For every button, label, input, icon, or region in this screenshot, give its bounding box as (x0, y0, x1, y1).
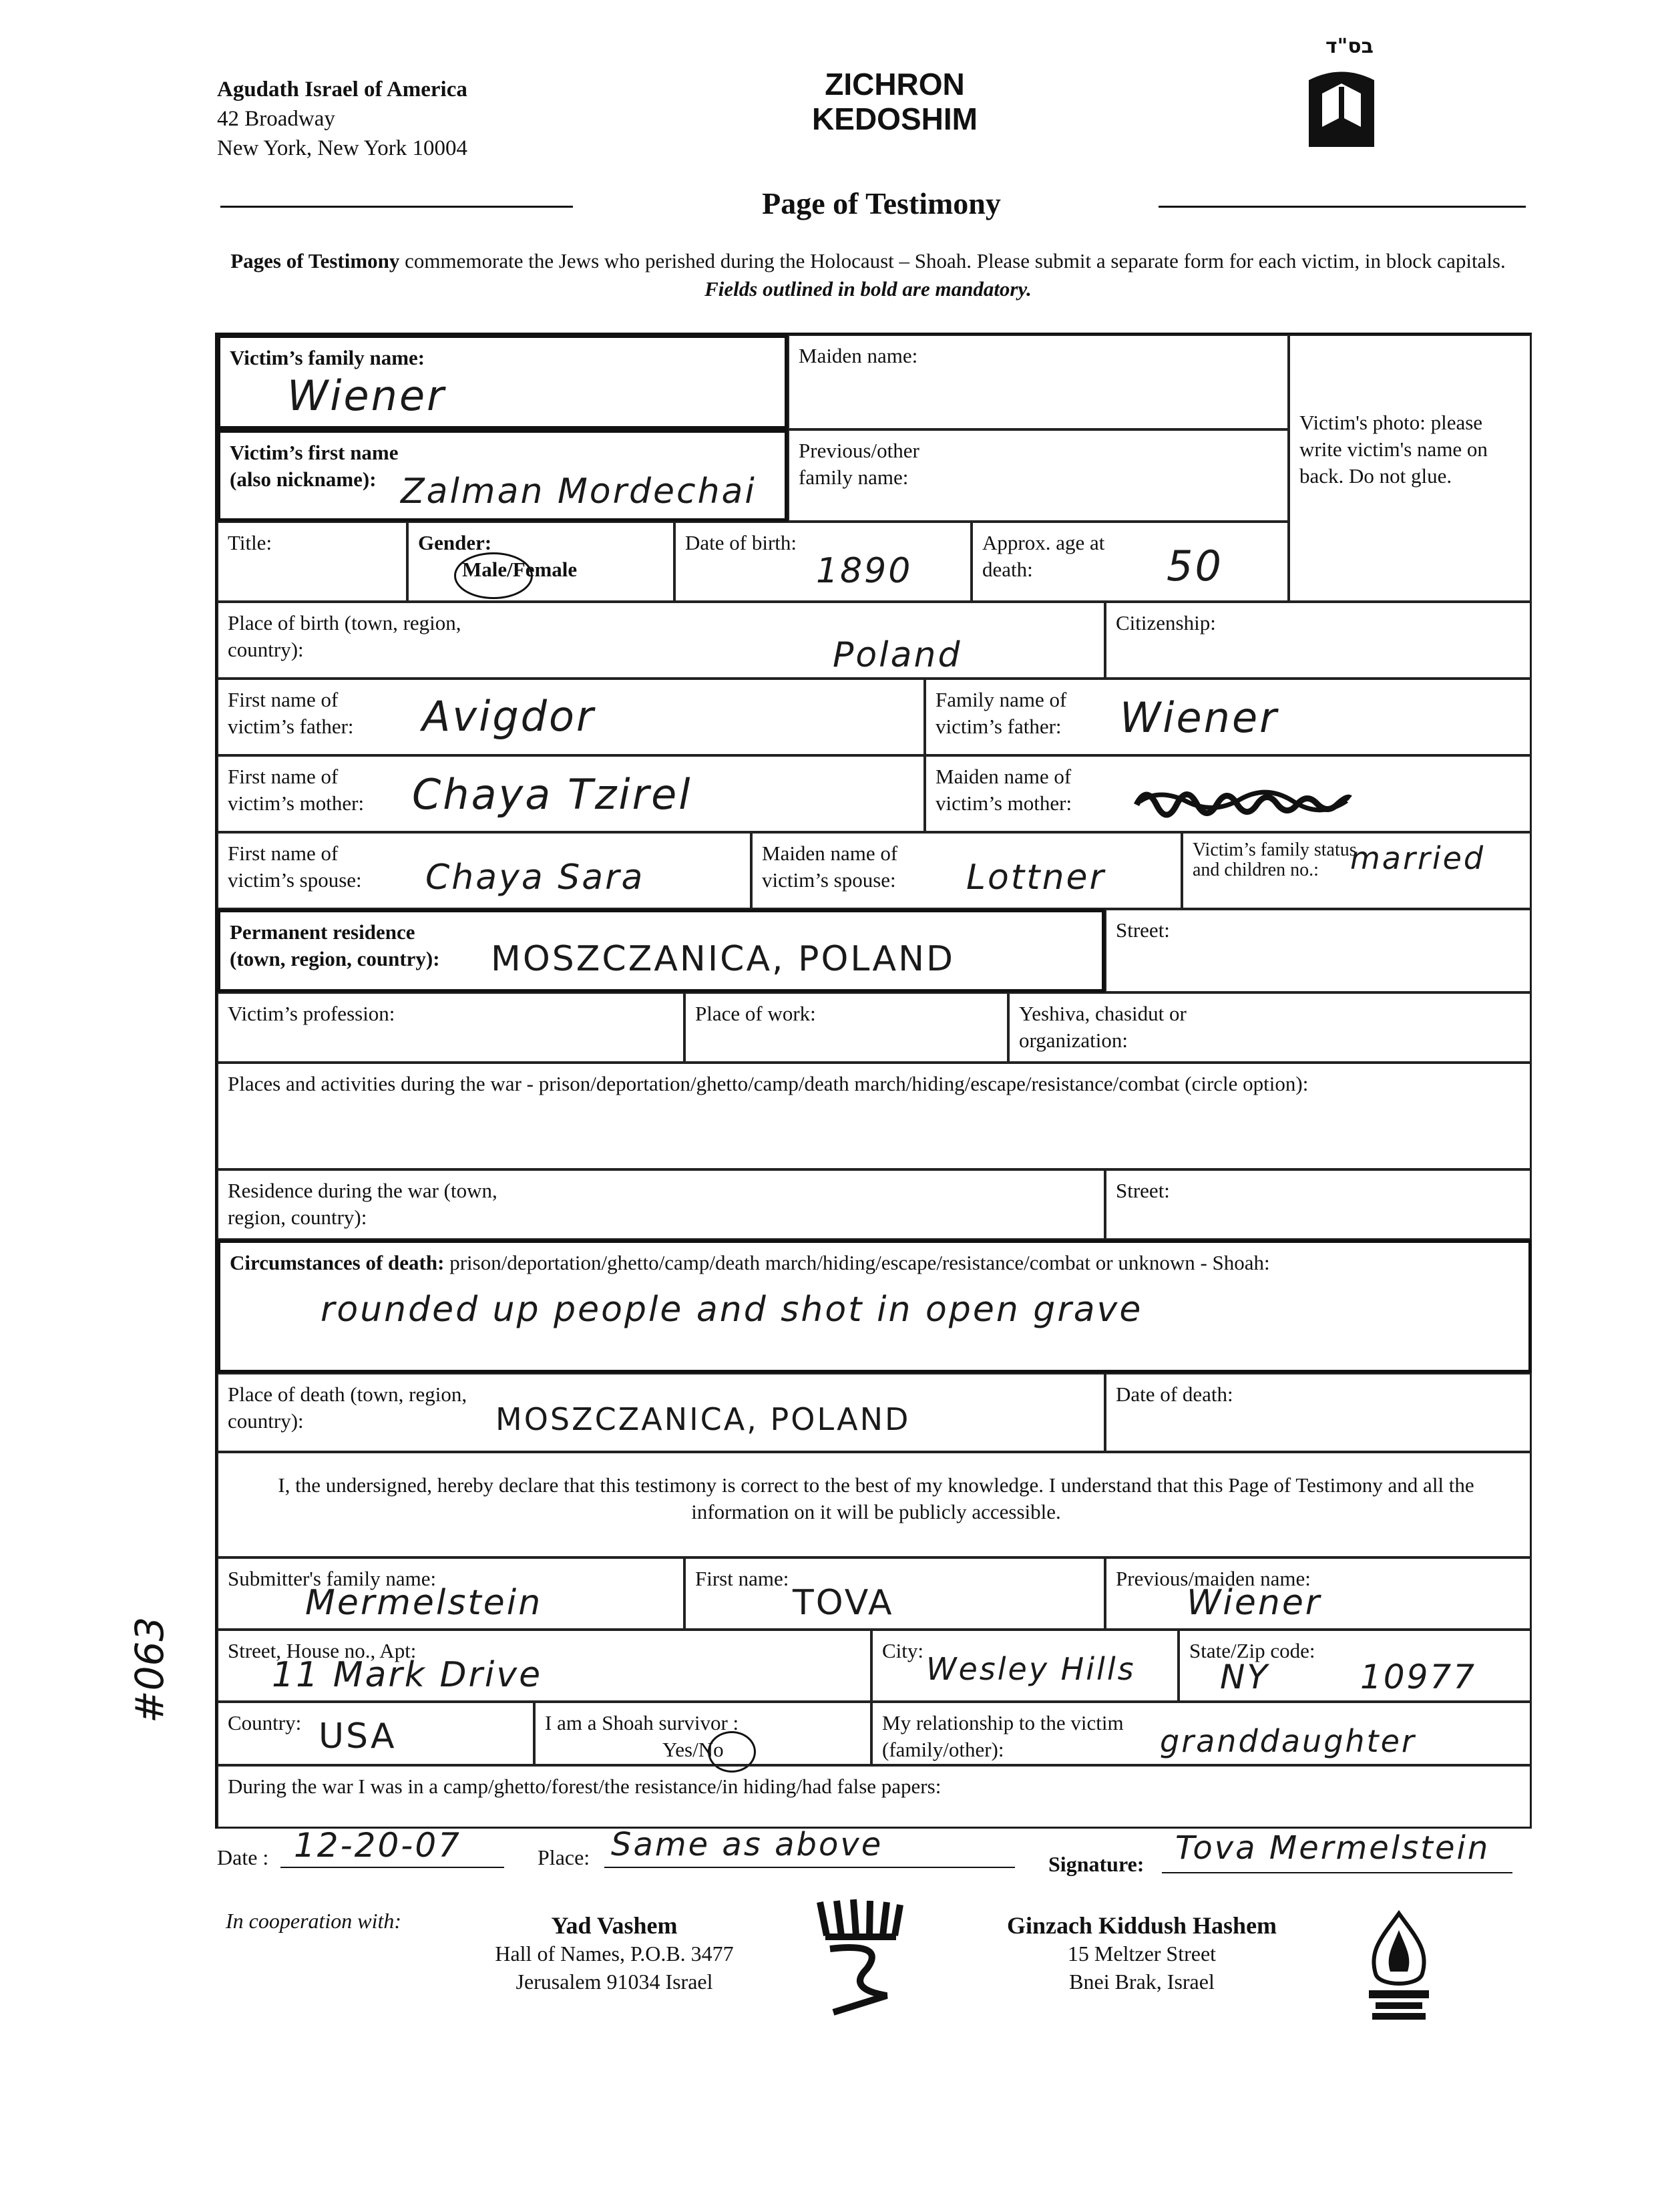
age-at-death-label: Approx. age at death: (982, 531, 1105, 581)
date-of-birth-value: 1890 (816, 551, 913, 591)
permanent-residence-field[interactable] (217, 909, 1105, 992)
yad-vashem-address1: Hall of Names, P.O.B. 3477 (495, 1942, 734, 1966)
yad-vashem-address2: Jerusalem 91034 Israel (515, 1970, 713, 1994)
yad-vashem-block (467, 1911, 761, 1996)
page-title: Page of Testimony (762, 186, 1001, 220)
scribbled-out-text (1133, 778, 1354, 818)
family-status-value: married (1350, 840, 1486, 876)
yeshiva-field[interactable] (1008, 992, 1532, 1063)
first-name-label: Victim’s first name (230, 441, 399, 464)
maiden-name-label: Maiden name: (799, 344, 918, 367)
first-name-sub: (also nickname): (230, 468, 377, 491)
death-circumstances-options: prison/deportation/ghetto/camp/death march/hiding/escape/resistance/combat or unknown - Shoah: (449, 1251, 1270, 1274)
photo-label: Victim's photo: please write victim's name on back. Do not glue. (1299, 411, 1488, 488)
ginzach-address1: 15 Meltzer Street (1067, 1942, 1217, 1966)
submitter-family-name-field[interactable] (217, 1557, 684, 1630)
father-first-name-label: First name of victim’s father: (228, 688, 354, 738)
place-of-death-label: Place of death (town, region, country): (228, 1382, 467, 1433)
declaration-box (217, 1452, 1532, 1557)
residence-street-field[interactable] (1105, 909, 1532, 992)
family-name-field[interactable] (217, 335, 788, 429)
gender-female-option[interactable]: Female (512, 558, 578, 581)
declaration-text: I, the undersigned, hereby declare that this testimony is correct to the best of my knowledge. I understand that this Page of Testimony and all the information on it will be publicly accessible. (278, 1473, 1474, 1523)
war-residence-label: Residence during the war (town, region, country): (228, 1179, 497, 1229)
submitter-first-name-label: First name: (695, 1567, 789, 1590)
title-field[interactable] (217, 522, 407, 602)
date-value: 12-20-07 (294, 1826, 461, 1865)
submitter-country-field[interactable] (217, 1702, 534, 1765)
first-name-field[interactable] (217, 429, 788, 522)
place-of-work-label: Place of work: (695, 1002, 816, 1025)
photo-box (1289, 335, 1532, 602)
place-line[interactable] (604, 1826, 1015, 1868)
mother-first-name-field[interactable] (217, 755, 925, 832)
mother-maiden-name-label: Maiden name of victim’s mother: (936, 765, 1072, 815)
war-places-label: Places and activities during the war - prison/deportation/ghetto/camp/death march/hiding/escape/resistance/combat (circle option): (228, 1072, 1309, 1095)
submitter-family-name-value: Mermelstein (305, 1583, 543, 1623)
survivor-no-option[interactable]: No (698, 1738, 724, 1761)
war-residence-field[interactable] (217, 1169, 1105, 1240)
date-label: Date : (217, 1845, 269, 1869)
org-block (217, 75, 467, 163)
age-at-death-field[interactable] (972, 522, 1289, 602)
submitter-war-field[interactable] (217, 1765, 1532, 1829)
submitter-street-field[interactable] (217, 1630, 871, 1702)
mother-maiden-name-field[interactable] (925, 755, 1532, 832)
permanent-residence-sub: (town, region, country): (230, 947, 440, 970)
place-of-death-field[interactable] (217, 1373, 1105, 1452)
candle-logo-icon (1302, 63, 1381, 150)
ginzach-name: Ginzach Kiddush Hashem (1006, 1912, 1277, 1939)
org-name: Agudath Israel of America (217, 77, 467, 102)
residence-street-label: Street: (1116, 918, 1170, 942)
margin-handwritten-number: #063 (127, 1616, 172, 1723)
spouse-first-name-label: First name of victim’s spouse: (228, 842, 362, 892)
title-line1: ZICHRON (825, 67, 965, 102)
intro-lead: Pages of Testimony (230, 249, 400, 272)
submitter-state-zip-field[interactable] (1179, 1630, 1532, 1702)
gender-male-option[interactable]: Male (462, 558, 507, 581)
submitter-street-label: Street, House no., Apt: (228, 1639, 417, 1662)
spouse-first-name-field[interactable] (217, 832, 751, 909)
header-rule-left (220, 206, 573, 208)
family-name-label: Victim’s family name: (230, 346, 425, 369)
relationship-label: My relationship to the victim (family/other): (882, 1711, 1124, 1761)
submitter-country-value: USA (319, 1716, 397, 1757)
father-family-name-label: Family name of victim’s father: (936, 688, 1067, 738)
place-of-birth-field[interactable] (217, 602, 1105, 679)
mother-first-name-value: Chaya Tzirel (412, 770, 692, 819)
gender-male-circle (454, 552, 533, 599)
submitter-war-label: During the war I was in a camp/ghetto/forest/the resistance/in hiding/had false papers: (228, 1775, 942, 1798)
cooperation-label: In cooperation with: (226, 1909, 402, 1933)
yad-vashem-name: Yad Vashem (551, 1912, 678, 1939)
submitter-first-name-value: TOVA (793, 1583, 894, 1623)
place-of-death-value: MOSZCZANICA, POLAND (495, 1401, 911, 1437)
spouse-maiden-name-value: Lottner (966, 858, 1106, 898)
flame-emblem-icon (1356, 1910, 1442, 2024)
submitter-zip-value: 10977 (1360, 1658, 1477, 1696)
war-street-field[interactable] (1105, 1169, 1532, 1240)
spouse-maiden-name-field[interactable] (751, 832, 1182, 909)
previous-family-name-label: Previous/other family name: (799, 439, 919, 489)
first-name-value: Zalman Mordechai (401, 472, 757, 512)
profession-field[interactable] (217, 992, 684, 1063)
age-at-death-value: 50 (1167, 542, 1223, 590)
title-label: Title: (228, 531, 272, 554)
ginzach-address2: Bnei Brak, Israel (1069, 1970, 1215, 1994)
submitter-previous-name-label: Previous/maiden name: (1116, 1567, 1311, 1590)
org-address-line1: 42 Broadway (217, 107, 335, 131)
family-status-label: Victim’s family status and children no.: (1193, 840, 1357, 880)
survivor-yes-option[interactable]: Yes/ (662, 1738, 698, 1761)
father-first-name-value: Avigdor (422, 692, 596, 741)
form-title (768, 67, 1022, 136)
signature-line[interactable] (1162, 1829, 1512, 1873)
header-rule-right (1159, 206, 1526, 208)
submitter-street-value: 11 Mark Drive (272, 1655, 543, 1695)
date-line[interactable] (280, 1826, 504, 1868)
war-street-label: Street: (1116, 1179, 1170, 1202)
submitter-city-field[interactable] (871, 1630, 1179, 1702)
place-of-birth-label: Place of birth (town, region, country): (228, 611, 461, 661)
gender-field[interactable] (407, 522, 674, 602)
submitter-country-label: Country: (228, 1711, 302, 1734)
family-name-value: Wiener (287, 371, 446, 420)
death-circumstances-field[interactable] (217, 1240, 1532, 1373)
father-family-name-field[interactable] (925, 679, 1532, 755)
submitter-state-zip-label: State/Zip code: (1189, 1639, 1315, 1662)
citizenship-label: Citizenship: (1116, 611, 1216, 634)
relationship-field[interactable] (871, 1702, 1532, 1765)
title-line2: KEDOSHIM (812, 102, 978, 136)
death-circumstances-value: rounded up people and shot in open grave (321, 1290, 1143, 1330)
place-of-work-field[interactable] (684, 992, 1008, 1063)
profession-label: Victim’s profession: (228, 1002, 395, 1025)
permanent-residence-label: Permanent residence (230, 920, 415, 944)
shoah-survivor-field[interactable] (534, 1702, 871, 1765)
submitter-previous-name-field[interactable] (1105, 1557, 1532, 1630)
submitter-previous-name-value: Wiener (1187, 1583, 1322, 1623)
submitter-family-name-label: Submitter's family name: (228, 1567, 437, 1590)
spouse-maiden-name-label: Maiden name of victim’s spouse: (762, 842, 898, 892)
submitter-state-value: NY (1220, 1658, 1269, 1696)
testimony-form (215, 333, 1532, 1829)
yeshiva-label: Yeshiva, chasidut or organization: (1019, 1002, 1187, 1052)
date-of-birth-field[interactable] (674, 522, 972, 602)
gender-separator: / (507, 558, 513, 581)
yad-vashem-logo-icon (813, 1895, 907, 2016)
relationship-value: granddaughter (1160, 1723, 1416, 1759)
gender-label: Gender: (418, 531, 492, 554)
intro-body: commemorate the Jews who perished during the Holocaust – Shoah. Please submit a separate form for each victim, in block capitals. (405, 249, 1506, 272)
father-first-name-field[interactable] (217, 679, 925, 755)
date-of-death-field[interactable] (1105, 1373, 1532, 1452)
place-label: Place: (538, 1845, 590, 1869)
date-of-death-label: Date of death: (1116, 1382, 1233, 1406)
submitter-first-name-field[interactable] (684, 1557, 1105, 1630)
bsd-mark: בס"ד (1325, 35, 1374, 58)
shoah-survivor-label: I am a Shoah survivor : (545, 1711, 739, 1734)
father-family-name-value: Wiener (1120, 693, 1279, 742)
family-status-field[interactable] (1182, 832, 1532, 909)
permanent-residence-value: MOSZCZANICA, POLAND (491, 939, 956, 979)
submitter-city-label: City: (882, 1639, 924, 1662)
signature-value: Tova Mermelstein (1175, 1829, 1490, 1867)
ginzach-block (968, 1911, 1315, 1996)
citizenship-field[interactable] (1105, 602, 1532, 679)
date-of-birth-label: Date of birth: (685, 531, 797, 554)
previous-family-name-field[interactable] (788, 429, 1289, 522)
place-value: Same as above (611, 1826, 883, 1863)
place-of-birth-value: Poland (833, 635, 962, 675)
intro-emphasis: Fields outlined in bold are mandatory. (704, 277, 1032, 301)
death-circumstances-label: Circumstances of death: (230, 1251, 445, 1274)
war-places-field[interactable] (217, 1063, 1532, 1169)
submitter-city-value: Wesley Hills (926, 1651, 1136, 1687)
org-address-line2: New York, New York 10004 (217, 136, 467, 160)
signature-label: Signature: (1048, 1852, 1145, 1876)
intro-text (214, 247, 1522, 303)
mother-first-name-label: First name of victim’s mother: (228, 765, 365, 815)
maiden-name-field[interactable] (788, 335, 1289, 429)
spouse-first-name-value: Chaya Sara (425, 858, 645, 898)
